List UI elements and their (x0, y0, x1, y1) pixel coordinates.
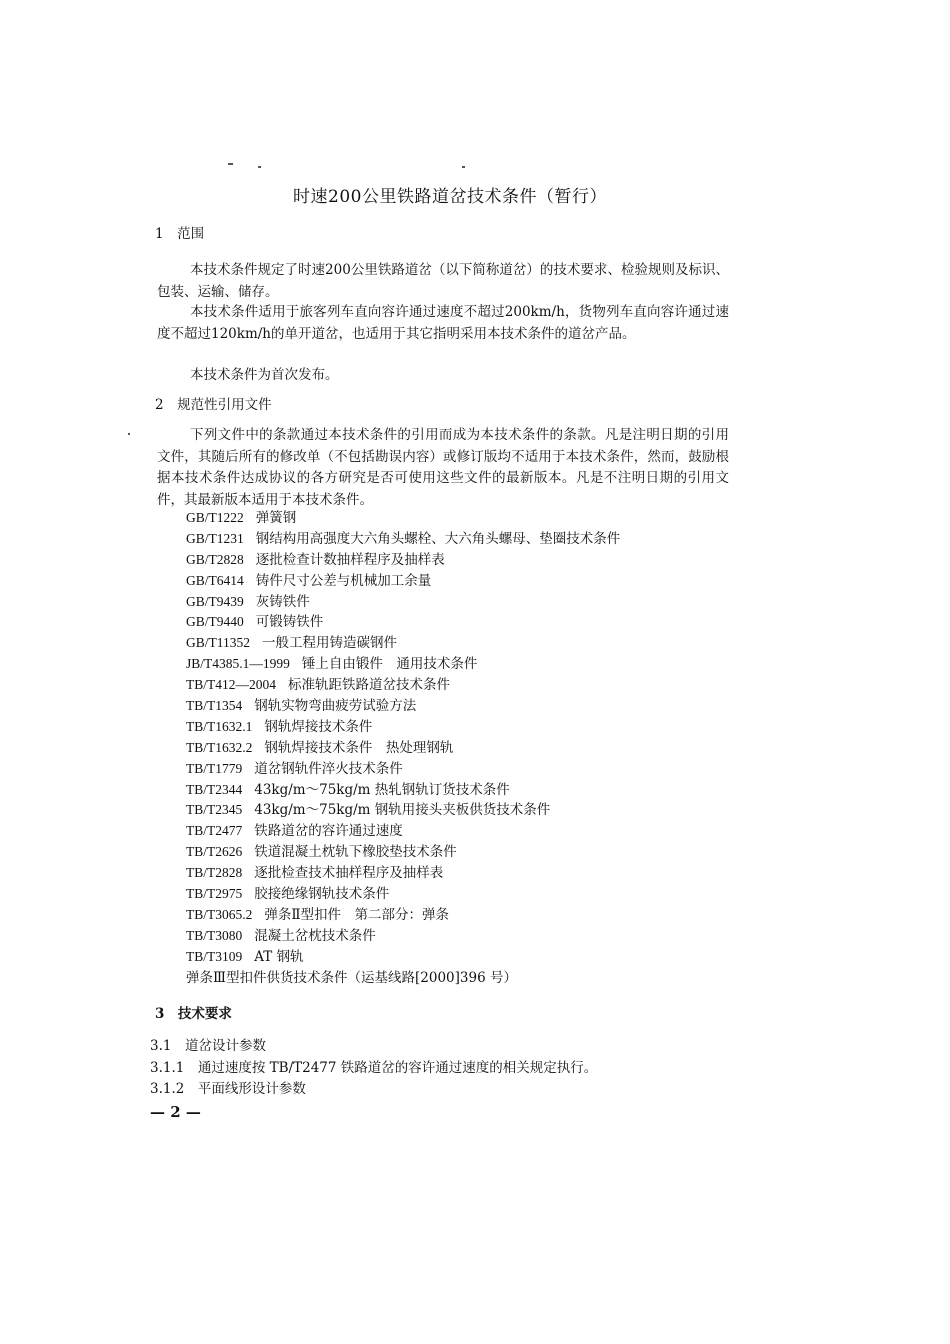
reference-code: GB/T9440 (186, 614, 244, 630)
reference-title: 43kg/m～75kg/m 钢轨用接头夹板供货技术条件 (254, 802, 551, 819)
reference-code: TB/T3109 (186, 948, 243, 964)
reference-title: 混凝土岔枕技术条件 (254, 927, 376, 944)
reference-code: GB/T6414 (186, 572, 244, 588)
section-1-heading: 1 范围 (155, 226, 205, 242)
reference-item (186, 571, 620, 592)
section-1-paragraph-2: 本技术条件适用于旅客列车直向容许通过速度不超过200km/h，货物列车直向容许通过速度不超过120km/h的单开道岔，也适用于其它指明采用本技术条件的道岔产品。 (157, 304, 729, 342)
section-1-paragraph-3: 本技术条件为首次发布。 (190, 367, 339, 383)
reference-item (186, 550, 620, 571)
scan-speck (128, 433, 130, 435)
reference-item (186, 738, 620, 759)
scan-speck (462, 166, 465, 168)
reference-title: 弹条Ⅱ型扣件 第二部分：弹条 (264, 906, 450, 923)
reference-title: 铸件尺寸公差与机械加工余量 (255, 572, 432, 589)
reference-code: GB/T9439 (186, 593, 244, 609)
reference-title: 锤上自由锻件 通用技术条件 (301, 656, 478, 673)
reference-item (186, 842, 620, 863)
reference-title: 弹条Ⅲ型扣件供货技术条件（运基线路[2000]396 号） (186, 969, 517, 986)
reference-code: JB/T4385.1—1999 (186, 656, 290, 672)
reference-item (186, 675, 620, 696)
reference-title: 逐批检查技术抽样程序及抽样表 (254, 865, 444, 882)
reference-code: GB/T1222 (186, 510, 244, 525)
reference-item (186, 696, 620, 717)
reference-item (186, 905, 620, 926)
reference-item (186, 947, 620, 968)
section-3-1-heading: 3.1 道岔设计参数 (150, 1038, 266, 1054)
reference-code: TB/T2626 (186, 844, 243, 860)
reference-code: TB/T1632.2 (186, 739, 253, 755)
reference-title: 43kg/m～75kg/m 热轧钢轨订货技术条件 (254, 781, 510, 798)
reference-item (186, 800, 620, 821)
reference-list (186, 508, 620, 988)
scan-speck (258, 166, 261, 168)
reference-title: 逐批检查计数抽样程序及抽样表 (255, 551, 445, 568)
section-3-1-1-text: 3.1.1 通过速度按 TB/T2477 铁路道岔的容许通过速度的相关规定执行。 (150, 1060, 598, 1076)
section-3-heading: 3 技术要求 (155, 1006, 232, 1022)
page-number: — 2 — (150, 1103, 201, 1121)
reference-code: GB/T11352 (186, 635, 250, 651)
reference-title: 灰铸铁件 (255, 593, 310, 610)
section-2-paragraph-1: 下列文件中的条款通过本技术条件的引用而成为本技术条件的条款。凡是注明日期的引用文件，其随后所有的修改单（不包括勘误内容）或修订版均不适用于本技术条件，然而，鼓励根据本技术条件达成协议的各方研究是否可使用这些文件的最新版本。凡是不注明日期的引用文件，其最新版本适用于本技术条件。 (157, 427, 729, 508)
section-3-1-2-heading: 3.1.2 平面线形设计参数 (150, 1081, 306, 1097)
reference-title: 道岔钢轨件淬火技术条件 (254, 760, 403, 777)
reference-item (186, 612, 620, 633)
reference-title: 标准轨距铁路道岔技术条件 (288, 677, 450, 694)
reference-code: TB/T2477 (186, 823, 243, 839)
document-title: 时速200公里铁路道岔技术条件（暂行） (293, 187, 607, 207)
reference-code: TB/T2975 (186, 886, 243, 902)
reference-item (186, 821, 620, 842)
reference-code: TB/T3065.2 (186, 906, 253, 922)
reference-code: GB/T2828 (186, 551, 244, 567)
reference-title: 钢结构用高强度大六角头螺栓、大六角头螺母、垫圈技术条件 (255, 530, 621, 547)
reference-title: 胶接绝缘钢轨技术条件 (254, 886, 390, 903)
reference-item (186, 780, 620, 801)
reference-item (186, 508, 620, 529)
reference-title: 弹簧钢 (255, 510, 297, 526)
reference-code: TB/T1779 (186, 760, 243, 776)
reference-item (186, 654, 620, 675)
reference-code: TB/T1632.1 (186, 718, 253, 734)
reference-item (186, 968, 620, 989)
reference-code: TB/T2345 (186, 802, 243, 818)
reference-title: 一般工程用铸造碳钢件 (262, 635, 397, 652)
reference-code: TB/T2344 (186, 781, 243, 797)
reference-item (186, 717, 620, 738)
reference-title: 可锻铸铁件 (255, 614, 324, 631)
reference-code: TB/T2828 (186, 865, 243, 881)
section-1-paragraph-1: 本技术条件规定了时速200公里铁路道岔（以下简称道岔）的技术要求、检验规则及标识、包装、运输、储存。 (157, 262, 729, 300)
reference-item (186, 759, 620, 780)
reference-code: GB/T1231 (186, 530, 244, 546)
reference-item (186, 863, 620, 884)
reference-title: 钢轨焊接技术条件 (264, 718, 373, 735)
reference-code: TB/T3080 (186, 927, 243, 943)
reference-item (186, 633, 620, 654)
scan-speck (228, 163, 233, 165)
reference-code: TB/T412—2004 (186, 677, 276, 693)
reference-title: 钢轨焊接技术条件 热处理钢轨 (264, 739, 454, 756)
reference-item (186, 592, 620, 613)
reference-item (186, 926, 620, 947)
reference-title: 钢轨实物弯曲疲劳试验方法 (254, 698, 417, 715)
reference-title: AT 钢轨 (254, 948, 304, 965)
reference-title: 铁路道岔的容许通过速度 (254, 823, 403, 840)
reference-item (186, 884, 620, 905)
reference-code: TB/T1354 (186, 698, 243, 714)
section-2-heading: 2 规范性引用文件 (155, 397, 272, 413)
reference-item (186, 529, 620, 550)
reference-title: 铁道混凝土枕轨下橡胶垫技术条件 (254, 844, 457, 861)
